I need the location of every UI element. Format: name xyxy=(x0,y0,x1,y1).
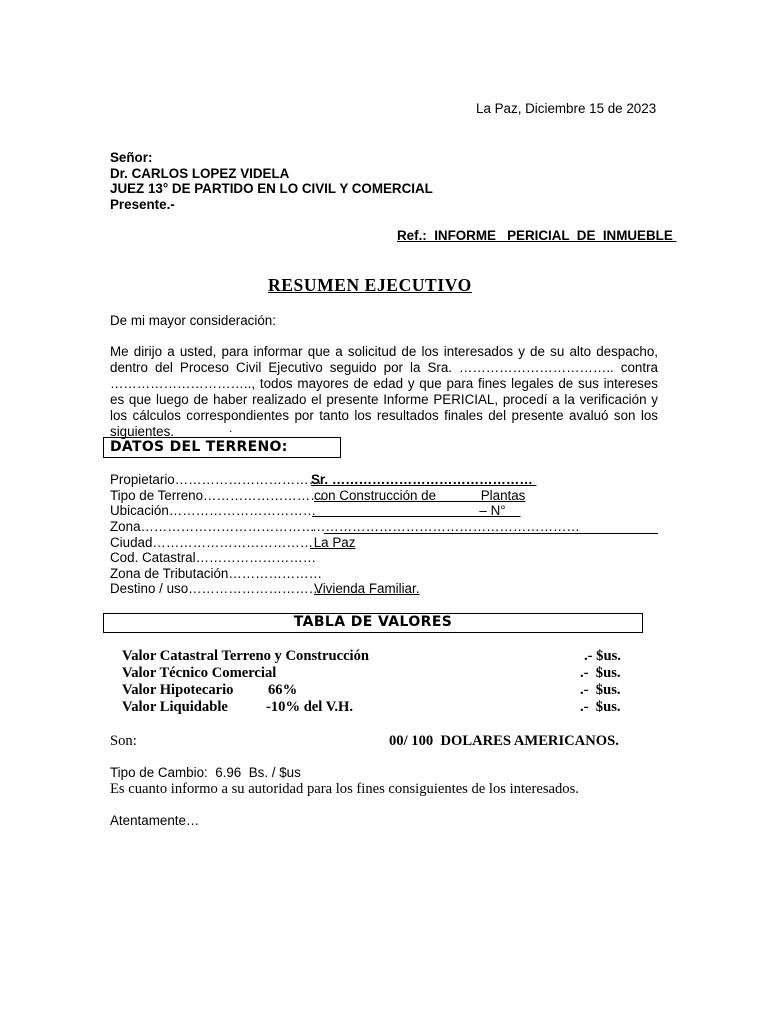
valor-amount: .- $us. xyxy=(584,648,621,664)
page-title: RESUMEN EJECUTIVO xyxy=(268,275,472,295)
terreno-label: Ubicación…………………………… xyxy=(110,503,317,518)
signoff: Atentamente… xyxy=(110,813,200,828)
terreno-value: La Paz xyxy=(310,535,356,550)
valor-pct: -10% del V.H. xyxy=(266,699,354,715)
closing-line: Es cuanto informo a su autoridad para los fines consiguientes de los interesados. xyxy=(110,781,579,797)
addressee-name: Dr. CARLOS LOPEZ VIDELA xyxy=(110,166,290,181)
terreno-label: Cod. Catastral……………………… xyxy=(110,550,317,565)
valor-pct: 66% xyxy=(268,682,298,698)
terreno-value: – N° xyxy=(312,503,521,518)
terreno-row xyxy=(110,472,670,488)
son-label: Son: xyxy=(110,733,137,749)
valor-amount: .- $us. xyxy=(580,665,621,681)
date-line: La Paz, Diciembre 15 de 2023 xyxy=(476,101,657,116)
valores-section-title: TABLA DE VALORES xyxy=(293,614,453,630)
valor-amount: .- $us. xyxy=(580,682,621,698)
terreno-section-box xyxy=(103,437,341,458)
terreno-row xyxy=(110,503,670,519)
terreno-label: Destino / uso………………………… xyxy=(110,581,323,596)
terreno-label: Tipo de Terreno……………………… xyxy=(110,488,324,503)
terreno-value: Vivienda Familiar. xyxy=(314,581,420,596)
exchange-rate: Tipo de Cambio: 6.96 Bs. / $us xyxy=(110,765,301,780)
terreno-row xyxy=(110,550,670,566)
valor-label: Valor Técnico Comercial xyxy=(122,665,277,681)
terreno-value: Sr. ……………………………………… xyxy=(311,472,537,487)
greeting: De mi mayor consideración: xyxy=(110,313,276,328)
terreno-row xyxy=(110,488,670,504)
son-amount-text: 00/ 100 DOLARES AMERICANOS. xyxy=(389,733,619,749)
zona-underline xyxy=(324,533,658,534)
valor-label: Valor Liquidable xyxy=(122,699,228,715)
terreno-label: Zona………………………………… xyxy=(110,519,315,534)
addressee-title: JUEZ 13° DE PARTIDO EN LO CIVIL Y COMERCIAL xyxy=(110,181,433,196)
salutation: Señor: xyxy=(110,150,153,165)
terreno-label: Zona de Tributación………………… xyxy=(110,566,323,581)
body-paragraph: Me dirijo a usted, para informar que a solicitud de los interesados y de su alto despacho, dentro del Proceso Civil Ejecutivo seguido por la Sra. …………………………….. contra ………………………….., todos mayores de edad y que para fines legales de sus intereses es que luego de haber realizado el presente Informe PERICIAL, procedí a la verificación y los cálculos correspondientes por tanto los resultados finales del presente avaluó son los siguientes. xyxy=(110,344,658,439)
terreno-value: …………………………………………………… xyxy=(312,519,580,534)
reference-line: Ref.: INFORME PERICIAL DE INMUEBLE xyxy=(397,228,677,243)
valores-section-box xyxy=(103,613,643,633)
terreno-row xyxy=(110,566,670,582)
terreno-value: con Construcción de Plantas xyxy=(314,488,526,503)
terreno-label: Ciudad……………………………… xyxy=(110,535,314,550)
terreno-row xyxy=(110,581,670,597)
valor-label: Valor Hipotecario xyxy=(122,682,234,698)
valor-amount: .- $us. xyxy=(580,699,621,715)
terreno-row xyxy=(110,535,670,551)
valor-label: Valor Catastral Terreno y Construcción xyxy=(122,648,370,664)
presente-label: Presente.- xyxy=(110,197,175,212)
terreno-section-title: DATOS DEL TERRENO: xyxy=(110,439,288,455)
terreno-label: Propietario…………………………… xyxy=(110,472,323,487)
stray-dot: . xyxy=(229,421,233,435)
